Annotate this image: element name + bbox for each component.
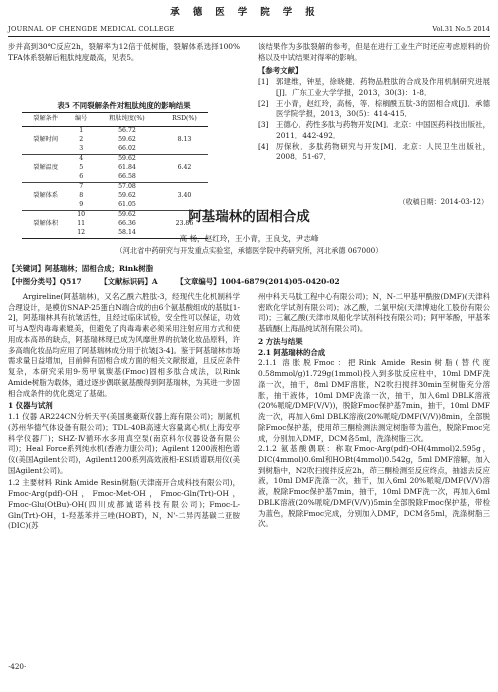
table-row <box>22 182 208 191</box>
table-cell-number: 4 <box>69 154 93 163</box>
article-keywords: 【关键词】阿基瑞林；固相合成；Rink树脂 <box>8 264 154 273</box>
reference-text: 厉保秋．多肽药物研究与开发[M]．北京：人民卫生出版社，2008．51-67． <box>276 141 490 162</box>
reference-text: 郭建维，钟星，徐晓健．药物品胜肽的合成及作用机制研究进展[J]．广东工业大学学报，2013，30(3)：1-8． <box>276 77 490 97</box>
table-cell-number: 10 <box>69 210 93 219</box>
section-1-1-paragraph: 1.1 仪器 AR224CN分析天平(美国奥豪斯仪器上海有限公司)；制氮机(苏州华德气体设备有限公司)；TDL-40B高速大容量离心机(上海安亭科学仪器厂)；SHZ-Ⅳ循环水多用真空泵(南京科尔仪器设备有限公司)；Heal Force系列纯水机(香港力康公司)；Agilent 1200液相色谱仪(美国Agilent公司)，Agilent1200系列高效液相-ESI质谱联用仪(美国Agilent公司)。 <box>8 412 240 475</box>
table-cell-purity: 59.62 <box>93 210 161 219</box>
table-row <box>22 136 208 145</box>
received-date: （收稿日期：2014-03-12） <box>398 198 488 206</box>
table-cell-number: 1 <box>79 126 84 134</box>
section-2-1-1-paragraph: 2.1.1 溶胀脱Fmoc：把Rink Amide Resin树脂(替代度0.58mmol/g)1.729g(1mmol)投入到多肽反应柱中，10ml DMF洗涤一次，抽干，8ml DMF溶胀，N2吹扫搅拌30min至树脂充分溶胀，抽干液体，10ml DMF洗涤一次，抽干，加入6ml DBLK溶液(20%哌啶/DMF(V/V))，脱除Fmoc保护基7min，抽干，10ml DMF洗一次，再加入6ml DBLK溶液(20%哌啶/DMF(V/V))8min，全部脱除Fmoc保护基，使用茚三酮检测法测定树脂带为蓝色，脱除Fmoc完成，分别加入DMF，DCM各5ml，洗涤树脂三次。 <box>258 358 490 443</box>
section-heading-2-1: 2.1 阿基瑞林的合成 <box>258 347 326 357</box>
table-cell-number: 5 <box>79 163 84 171</box>
table-header: 粗肽纯度(%) <box>93 113 161 127</box>
table-cell-number: 9 <box>79 200 84 208</box>
table-cell-number: 7 <box>69 182 93 191</box>
table-cell-purity: 66.58 <box>118 172 136 180</box>
table-cell-rsd <box>161 154 208 163</box>
table-row <box>22 173 208 182</box>
reference-item <box>258 77 490 98</box>
table-cell-rsd: 23.86 <box>175 219 194 227</box>
reference-text: 王小青，赵红玲，高杨，等．棕榈酰五肽-3的固相合成[J]．承德医学院学报，2013，30(5)：414-415． <box>276 98 490 119</box>
article-authors: 高 杨，赵红玲，王小青，王良戈，尹志峰 <box>179 234 319 243</box>
journal-volume: Vol.31 No.5 2014 <box>432 25 490 33</box>
table-cell-purity: 59.62 <box>118 191 136 199</box>
article-right-column <box>258 292 490 530</box>
table-cell-rsd <box>161 182 208 191</box>
table-cell-number: 6 <box>79 172 84 180</box>
article-title: 阿基瑞林的固相合成 <box>188 209 310 225</box>
article-number: 【文章编号】1004-6879(2014)05-0420-02 <box>176 277 340 286</box>
table-row <box>22 126 208 135</box>
clc-number: 【中图分类号】Q517 <box>8 277 82 286</box>
table-cell-purity: 66.02 <box>118 144 136 152</box>
section-heading-2: 2 方法与结果 <box>258 336 303 346</box>
prev-article-conclusion: 该结果作为多肽裂解的参考，但是在进行工业生产时还应考虑原料的价格以及中试结果对得率的影响。 <box>258 42 490 62</box>
section-heading-1: 1 仪器与试剂 <box>8 401 53 411</box>
table-cell-rsd: 3.40 <box>177 191 192 199</box>
table-cell-rsd <box>161 145 208 154</box>
table-cell-purity: 66.36 <box>118 219 136 227</box>
table-cell-condition <box>22 154 69 163</box>
table-cell-rsd: 6.42 <box>177 163 192 171</box>
table-cell-purity: 59.62 <box>93 154 161 163</box>
table-header: 裂解条件 <box>22 113 69 127</box>
reference-text: 王德心．药性多肽与药物开发[M]．北京：中国医药科技出版社，2011．442-492． <box>276 120 490 140</box>
article-left-column <box>8 292 240 532</box>
intro-paragraph: Argireline(阿基瑞林)，又名乙酰六胜肽-3，经现代生化机制科学合理设计，是模仿SNAP-25蛋白N端合成的由6个氨基酸组成的基肽[1-2]，阿基瑞林具有抗皱活性，且经过临床试验，安全性可以保证，功效可与A型肉毒毒素媲美，但避免了肉毒毒素必须采用注射应用方式和使用成本高昂的缺点，阿基瑞林现已成为风靡世界的抗皱化妆品原料，许多高端化妆品均应用了阿基瑞林成分用于抗皱[3-4]。鉴于阿基瑞林市场需求量日益增加，目前鲜有固相合成方面的相关文献报道，且反应条件复杂，本研究采用9-芴甲氧羰基(Fmoc)固相多肽合成法，以Rink Amide树脂为载体，通过逐步偶联氨基酸得到阿基瑞林，为其进一步固相合成条件的优化奠定了基础。 <box>8 292 240 398</box>
header-rule <box>8 36 490 37</box>
table-cell-purity: 59.62 <box>118 135 136 143</box>
journal-title-en: JOURNAL OF CHENGDE MEDICAL COLLEGE <box>8 25 175 33</box>
reference-item <box>258 120 490 141</box>
reference-number: [3] <box>258 120 269 130</box>
prev-article-right-text <box>258 42 490 163</box>
prev-article-left-text <box>8 42 240 63</box>
table-cell-condition: 裂解温度 <box>33 163 59 171</box>
document-code: 【文献标识码】A <box>100 277 158 286</box>
table-cell-number: 11 <box>77 219 86 227</box>
references-list <box>258 77 490 163</box>
table-cell-purity: 61.05 <box>118 200 136 208</box>
article-classification <box>8 277 490 288</box>
article-affiliation: （河北省中药研究与开发重点实验室，承德医学院中药研究所，河北承德 067000） <box>115 246 383 255</box>
section-1-2-paragraph: 1.2 主要材料 Rink Amide Resin树脂(天津南开合成科技有限公司)，Fmoc-Arg(pdf)-OH，Fmoc-Met-OH，Fmoc-Gln(Trt)-OH，Fmoc-Glu(OtBu)-OH(四川成都诚诺科技有限公司)；Fmoc-L-Gln(Trt)-OH，1-羟基苯并三唑(HOBT)，N，N'-二异丙基碳二亚胺(DIC)(苏 <box>8 478 240 531</box>
table-cell-purity: 61.84 <box>118 163 136 171</box>
table-cell-rsd <box>161 126 208 135</box>
table-cell-number: 8 <box>79 191 84 199</box>
reference-number: [4] <box>258 141 269 151</box>
table-row <box>22 164 208 173</box>
table-cell-condition <box>22 173 69 182</box>
page-number: ·420· <box>8 662 27 671</box>
reference-item <box>258 99 490 120</box>
section-2-1-2-paragraph: 2.1.2 氨基酸偶联：称取Fmoc-Arg(pdf)-OH(4mmol)2.595g，DIC(4mmol)0.6ml和HOBt(4mmol)0.542g，5ml DMF溶解，加入到树脂中，N2吹扫搅拌反应2h，茚三酮检测至反应终点，抽滤去反应液，10ml DMF洗涤一次，抽干，加入6ml 20%哌啶/DMF(V/V)溶液，脱除Fmoc保护基7min，抽干，10ml DMF洗一次，再加入6ml DBLK溶液(20%哌啶/DMF(V/V))5min全部脱除Fmoc保护基，带检为蓝色，脱除Fmoc完成，分别加入DMF，DCM各5ml，洗涤树脂三次。 <box>258 444 490 529</box>
table-row <box>22 192 208 201</box>
table-cell-condition <box>22 182 69 191</box>
table-header: RSD(%) <box>161 113 208 127</box>
table-cell-purity: 58.14 <box>93 229 161 238</box>
table-cell-condition: 裂解体积 <box>33 219 59 227</box>
reference-number: [1] <box>258 77 269 87</box>
table-caption: 表5 不同裂解条件对粗肽纯度的影响结果 <box>57 101 191 110</box>
table-cell-condition <box>22 145 69 154</box>
table-cell-number: 3 <box>79 144 84 152</box>
table-cell-condition: 裂解体系 <box>33 191 59 199</box>
references-heading: 【参考文献】 <box>258 66 303 76</box>
materials-continuation: 州中科天马肽工程中心有限公司)；N，N-二甲基甲酰胺(DMF)(天津科密欧化学试剂有限公司)；冰乙酸，二氯甲烷(天津博迪化工股份有限公司)；三氟乙酸(天津市凤船化学试剂科技有限公司)；阿甲苯酚，甲基苯基硫醚(上海晶纯试剂有限公司)。 <box>258 292 490 334</box>
table-cell-rsd <box>161 173 208 182</box>
reference-number: [2] <box>258 98 269 108</box>
reference-item <box>258 142 490 163</box>
prev-article-paragraph: 步并高到30℃反应2h，裂解率为12倍于低树脂，裂解体系选择100% TFA体系裂解后粗肽纯度最高，见表5。 <box>8 42 240 62</box>
journal-title-cn: 承德医学院学报 <box>170 7 328 18</box>
table-cell-purity: 56.72 <box>118 126 136 134</box>
table-cell-condition <box>22 126 69 135</box>
table-header: 编号 <box>69 113 93 127</box>
table-row <box>22 154 208 163</box>
table-cell-condition: 裂解时间 <box>33 135 59 143</box>
table-cell-purity: 57.08 <box>93 182 161 191</box>
table-cell-rsd: 8.13 <box>177 135 192 143</box>
table-cell-number: 12 <box>69 229 93 238</box>
table-row <box>22 145 208 154</box>
table-cell-number: 2 <box>79 135 84 143</box>
